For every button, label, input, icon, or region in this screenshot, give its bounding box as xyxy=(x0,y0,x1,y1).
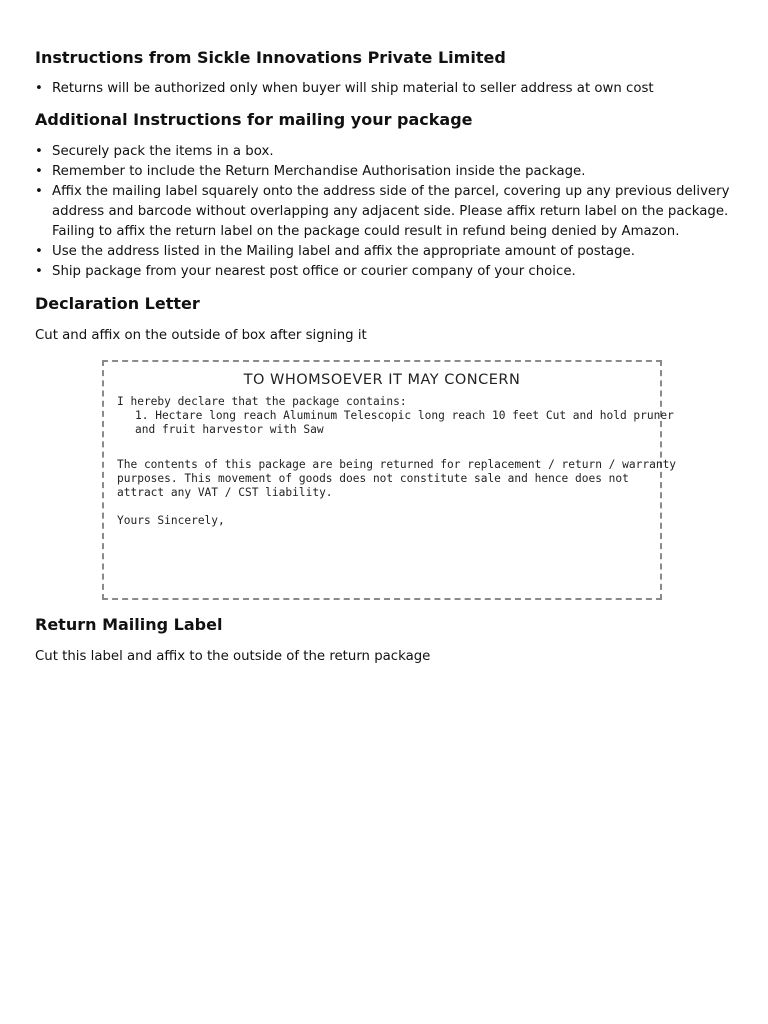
letter-body-line-1: The contents of this package are being returned for replacement / return / warranty xyxy=(117,458,677,471)
return-label-instruction: Cut this label and affix to the outside of the return package xyxy=(35,649,431,664)
seller-instructions-list xyxy=(35,79,735,99)
list-item: • Remember to include the Return Merchandise Authorisation inside the package. xyxy=(52,162,735,182)
return-label-heading: Return Mailing Label xyxy=(35,615,223,634)
letter-intro: I hereby declare that the package contains: xyxy=(117,395,407,408)
mailing-instructions-list xyxy=(35,142,735,282)
letter-item xyxy=(135,409,674,437)
seller-instructions-heading: Instructions from Sickle Innovations Private Limited xyxy=(35,48,506,67)
declaration-letter-heading: Declaration Letter xyxy=(35,294,200,313)
letter-spacer xyxy=(117,437,660,458)
list-item: • Ship package from your nearest post office or courier company of your choice. xyxy=(52,262,735,282)
list-item: • Securely pack the items in a box. xyxy=(52,142,735,162)
declaration-letter-box xyxy=(102,360,677,600)
return-label-section xyxy=(35,614,735,667)
letter-closing: Yours Sincerely, xyxy=(117,514,225,527)
letter-item-line-1: 1. Hectare long reach Aluminum Telescopic long reach 10 feet Cut and hold pruner xyxy=(135,409,674,422)
list-item: • Affix the mailing label squarely onto the address side of the parcel, covering up any previous delivery address and barcode without overlapping any adjacent side. Please affix return label on the package. Failing to affix the return label on the package could result in refund being denied by Amazon. xyxy=(52,182,735,242)
list-item: • Returns will be authorized only when buyer will ship material to seller address at own cost xyxy=(52,79,735,99)
declaration-instruction: Cut and affix on the outside of box after signing it xyxy=(35,328,367,343)
list-item: • Use the address listed in the Mailing label and affix the appropriate amount of postage. xyxy=(52,242,735,262)
letter-body-line-3: attract any VAT / CST liability. xyxy=(117,486,333,499)
letter-spacer xyxy=(117,500,660,514)
letter-item-line-2: and fruit harvestor with Saw xyxy=(135,423,324,436)
letter-title: TO WHOMSOEVER IT MAY CONCERN xyxy=(243,372,521,388)
document-page xyxy=(35,47,735,667)
mailing-instructions-heading: Additional Instructions for mailing your package xyxy=(35,110,473,129)
letter-body-line-2: purposes. This movement of goods does not constitute sale and hence does not xyxy=(117,472,629,485)
